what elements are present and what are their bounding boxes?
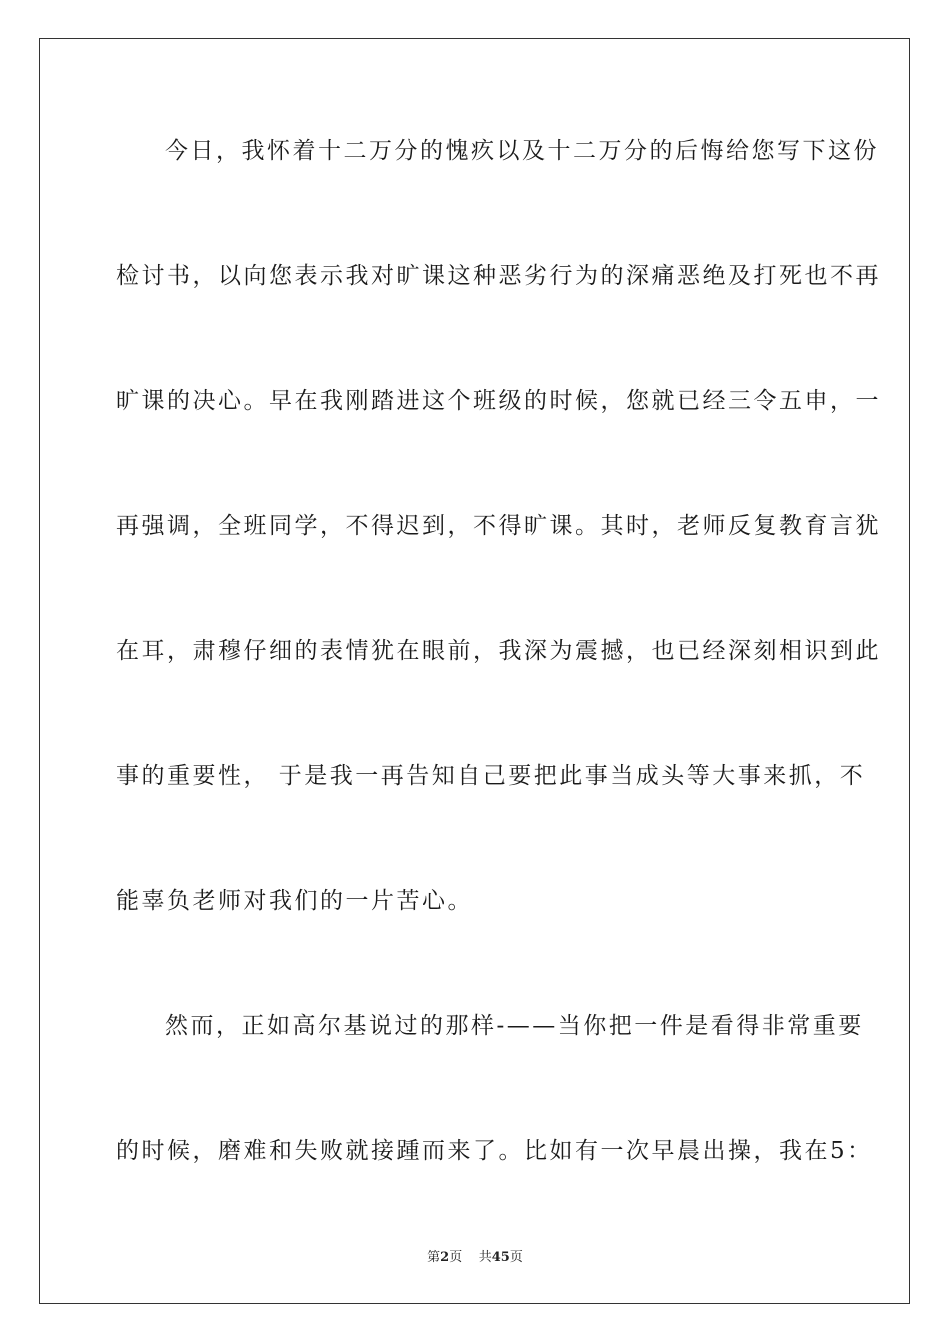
paragraph-line-3: 旷课的决心。早在我刚踏进这个班级的时候，您就已经三令五申，一 — [116, 388, 881, 414]
paragraph-line-5: 在耳，肃穆仔细的表情犹在眼前，我深为震撼，也已经深刻相识到此 — [116, 638, 881, 664]
page-number: 2 — [440, 1250, 450, 1265]
paragraph-line-2: 检讨书，以向您表示我对旷课这种恶劣行为的深痛恶绝及打死也不再 — [116, 263, 881, 289]
paragraph-line-7: 能辜负老师对我们的一片苦心。 — [116, 888, 473, 914]
paragraph-line-6: 事的重要性， 于是我一再告知自己要把此事当成头等大事来抓，不 — [116, 763, 866, 789]
total-pages: 45 — [491, 1250, 510, 1265]
page-footer — [0, 1246, 950, 1265]
paragraph-line-8: 然而，正如高尔基说过的那样-——当你把一件是看得非常重要 — [165, 1013, 864, 1039]
total-suffix: 页 — [509, 1250, 523, 1265]
page-border — [39, 38, 910, 1304]
page-suffix: 页 — [449, 1250, 463, 1265]
paragraph-line-4: 再强调，全班同学，不得迟到，不得旷课。其时，老师反复教育言犹 — [116, 513, 881, 539]
paragraph-line-1: 今日，我怀着十二万分的愧疚以及十二万分的后悔给您写下这份 — [165, 138, 879, 164]
paragraph-line-9: 的时候，磨难和失败就接踵而来了。比如有一次早晨出操，我在5： — [116, 1138, 873, 1164]
page-prefix: 第 — [427, 1250, 441, 1265]
total-prefix: 共 — [478, 1250, 492, 1265]
